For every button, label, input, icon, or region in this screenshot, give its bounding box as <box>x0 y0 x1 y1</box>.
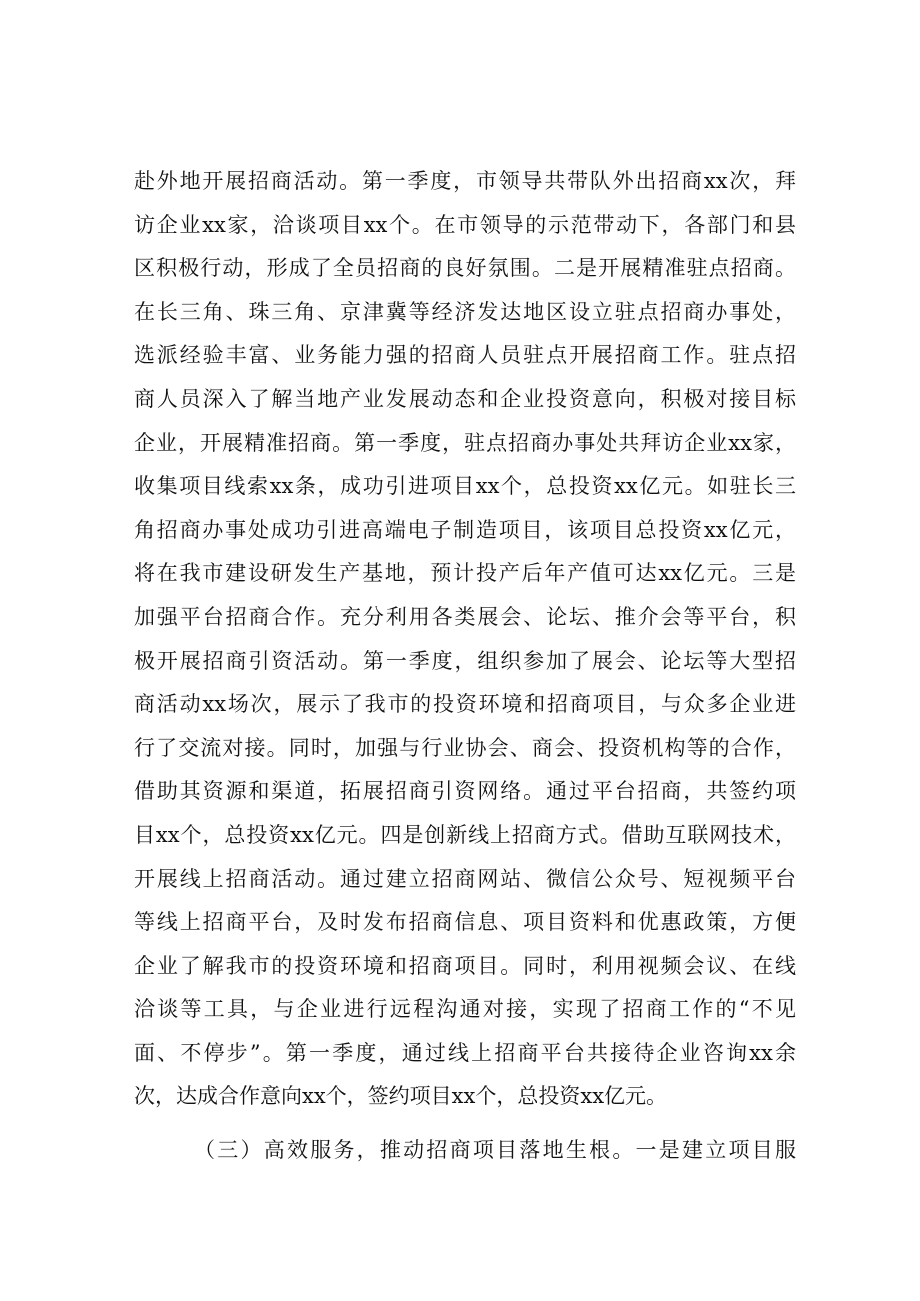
paragraph-2 <box>134 1129 796 1173</box>
text-line: 角招商办事处成功引进高端电子制造项目，该项目总投资xx亿元， <box>134 517 796 542</box>
text-line: 将在我市建设研发生产基地，预计投产后年产值可达xx亿元。三是 <box>134 561 796 586</box>
text-line: 加强平台招商合作。充分利用各类展会、论坛、推介会等平台，积 <box>134 604 796 629</box>
text-line: 企业了解我市的投资环境和招商项目。同时，利用视频会议、在线 <box>134 953 796 978</box>
text-line: 收集项目线索xx条，成功引进项目xx个，总投资xx亿元。如驻长三 <box>134 474 796 499</box>
body-text <box>134 160 796 1173</box>
text-line: 商人员深入了解当地产业发展动态和企业投资意向，积极对接目标 <box>134 386 796 411</box>
text-line: 次，达成合作意向xx个，签约项目xx个，总投资xx亿元。 <box>134 1084 668 1109</box>
paragraph-1 <box>134 160 796 1119</box>
text-line: 行了交流对接。同时，加强与行业协会、商会、投资机构等的合作， <box>134 735 796 760</box>
text-line: 访企业xx家，洽谈项目xx个。在市领导的示范带动下，各部门和县 <box>134 212 796 237</box>
paragraph-gap <box>134 1119 796 1129</box>
text-line: 等线上招商平台，及时发布招商信息、项目资料和优惠政策，方便 <box>134 910 796 935</box>
text-line: 选派经验丰富、业务能力强的招商人员驻点开展招商工作。驻点招 <box>134 343 796 368</box>
text-line: 商活动xx场次，展示了我市的投资环境和招商项目，与众多企业进 <box>134 692 796 717</box>
text-line: 赴外地开展招商活动。第一季度，市领导共带队外出招商xx次，拜 <box>134 169 796 193</box>
text-line: 在长三角、珠三角、京津冀等经济发达地区设立驻点招商办事处， <box>134 299 796 324</box>
text-line: 极开展招商引资活动。第一季度，组织参加了展会、论坛等大型招 <box>134 648 796 673</box>
text-line: 开展线上招商活动。通过建立招商网站、微信公众号、短视频平台 <box>134 866 796 891</box>
text-line: 目xx个，总投资xx亿元。四是创新线上招商方式。借助互联网技术， <box>134 822 796 847</box>
text-line: 企业，开展精准招商。第一季度，驻点招商办事处共拜访企业xx家， <box>134 430 796 455</box>
text-line: （三）高效服务，推动招商项目落地生根。一是建立项目服 <box>194 1138 796 1163</box>
text-line: 区积极行动，形成了全员招商的良好氛围。二是开展精准驻点招商。 <box>134 256 796 281</box>
text-line: 洽谈等工具，与企业进行远程沟通对接，实现了招商工作的“不见 <box>134 997 796 1022</box>
text-line: 借助其资源和渠道，拓展招商引资网络。通过平台招商，共签约项 <box>134 779 796 804</box>
text-line: 面、不停步”。第一季度，通过线上招商平台共接待企业咨询xx余 <box>134 1040 796 1065</box>
